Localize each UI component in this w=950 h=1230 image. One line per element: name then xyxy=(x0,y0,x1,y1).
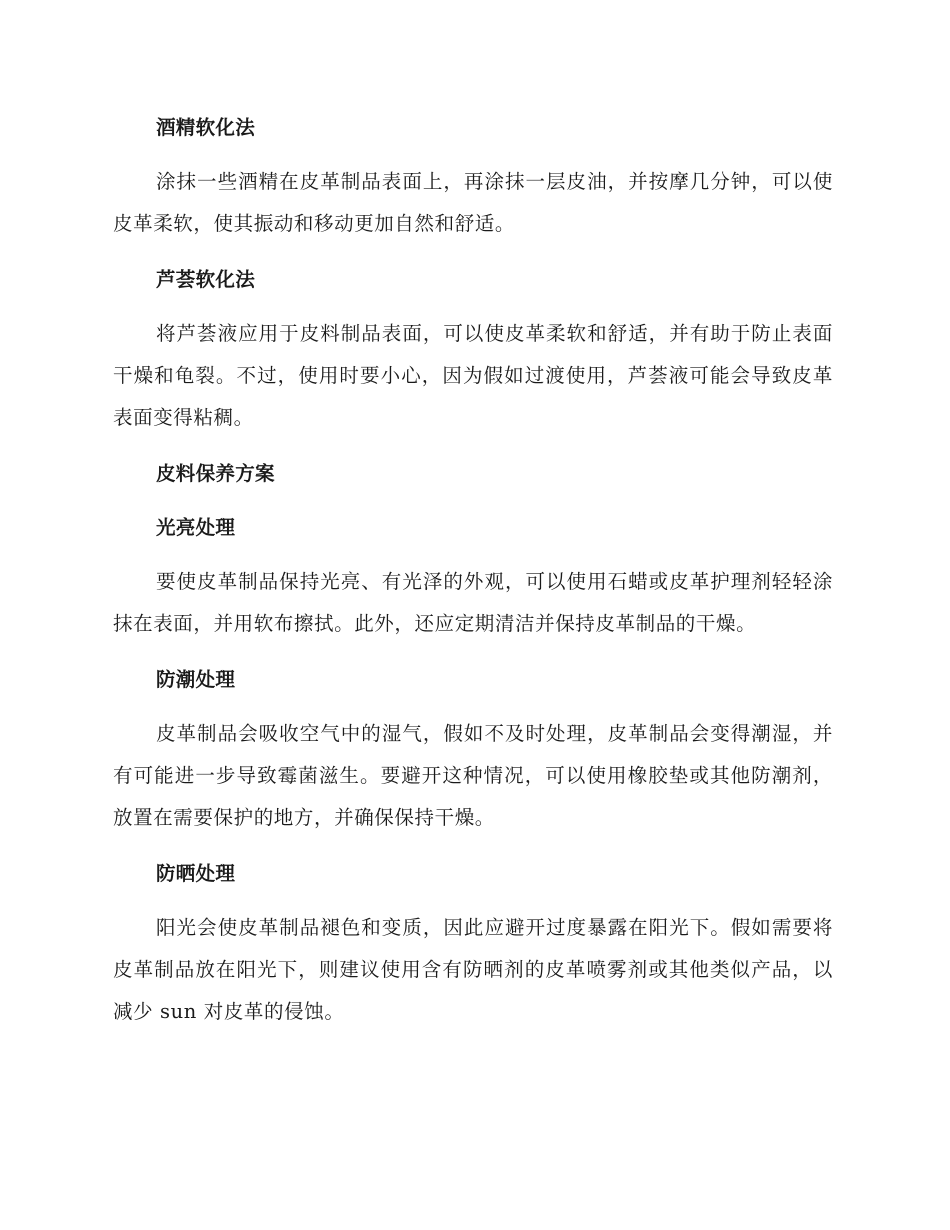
paragraph-alcohol-softening: 涂抹一些酒精在皮革制品表面上，再涂抹一层皮油，并按摩几分钟，可以使皮革柔软，使其振动和移动更加自然和舒适。 xyxy=(113,170,833,235)
heading-gloss-treatment: 光亮处理 xyxy=(156,516,236,539)
heading-leather-care-plan: 皮料保养方案 xyxy=(156,462,275,485)
paragraph-moisture-proofing: 皮革制品会吸收空气中的湿气，假如不及时处理，皮革制品会变得潮湿，并有可能进一步导致霉菌滋生。要避开这种情况，可以使用橡胶垫或其他防潮剂，放置在需要保护的地方，并确保保持干燥。 xyxy=(113,722,833,829)
heading-aloe-softening: 芦荟软化法 xyxy=(156,268,256,291)
paragraph-aloe-softening: 将芦荟液应用于皮料制品表面，可以使皮革柔软和舒适，并有助于防止表面干燥和龟裂。不过，使用时要小心，因为假如过渡使用，芦荟液可能会导致皮革表面变得粘稠。 xyxy=(113,322,833,429)
heading-alcohol-softening: 酒精软化法 xyxy=(156,116,256,139)
heading-moisture-proofing: 防潮处理 xyxy=(156,668,236,691)
document-content xyxy=(113,108,833,1033)
heading-sun-protection: 防晒处理 xyxy=(156,862,236,885)
paragraph-sun-protection: 阳光会使皮革制品褪色和变质，因此应避开过度暴露在阳光下。假如需要将皮革制品放在阳光下，则建议使用含有防晒剂的皮革喷雾剂或其他类似产品，以减少 sun 对皮革的侵蚀。 xyxy=(113,916,833,1023)
paragraph-gloss-treatment: 要使皮革制品保持光亮、有光泽的外观，可以使用石蜡或皮革护理剂轻轻涂抹在表面，并用软布擦拭。此外，还应定期清洁并保持皮革制品的干燥。 xyxy=(113,570,833,635)
